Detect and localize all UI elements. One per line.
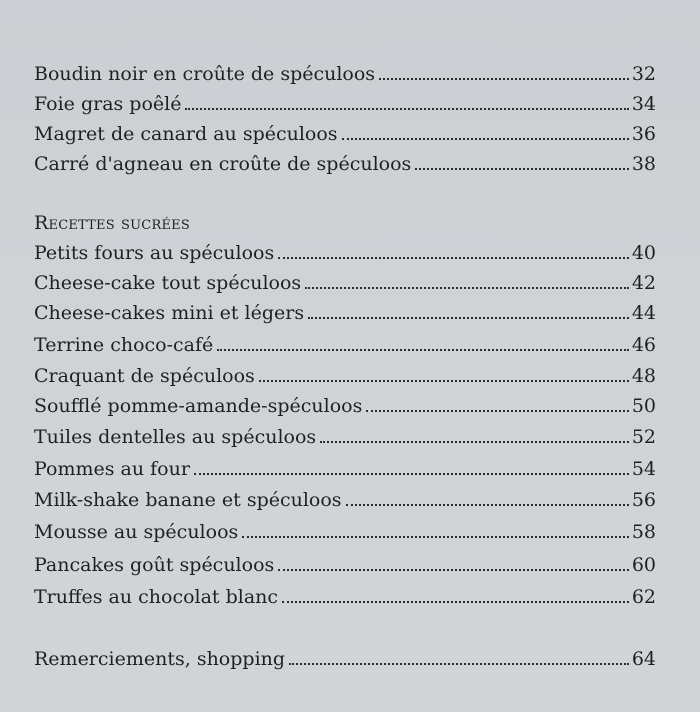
dot-leader [320,441,629,443]
toc-entry-page: 38 [631,153,656,175]
toc-entry-page: 64 [631,648,656,670]
toc-entry-page: 48 [631,365,656,387]
dot-leader [308,317,629,319]
toc-entry-title: Craquant de spéculoos [34,365,255,387]
toc-entry-title: Cheese-cake tout spéculoos [34,272,302,294]
dot-leader [366,410,628,412]
dot-leader [415,168,629,170]
section-heading: Recettes sucrées [34,212,190,234]
toc-entry-title: Pancakes goût spéculoos [34,554,275,576]
dot-leader [242,536,629,538]
toc-entry-page: 58 [631,521,656,543]
toc-entry-page: 36 [631,123,656,145]
toc-entry-title: Boudin noir en croûte de spéculoos [34,63,376,85]
toc-entry-page: 60 [631,554,656,576]
toc-entry-page: 34 [631,93,656,115]
toc-entry [34,585,656,609]
dot-leader [282,601,629,603]
toc-entry-page: 32 [631,63,656,85]
dot-leader [217,349,629,351]
toc-entry-page: 56 [631,489,656,511]
dot-leader [278,569,629,571]
toc-entry-title: Mousse au spéculoos [34,521,239,543]
dot-leader [259,380,629,382]
toc-entry-title: Cheese-cakes mini et légers [34,302,305,324]
toc-entry [34,457,656,481]
toc-entry [34,122,656,146]
toc-entry [34,553,656,577]
toc-entry [34,488,656,512]
toc-entry-title: Soufflé pomme-amande-spéculoos [34,395,363,417]
toc-entry-page: 44 [631,302,656,324]
toc-entry-page: 42 [631,272,656,294]
dot-leader [346,504,629,506]
toc-entry-page: 46 [631,334,656,356]
toc-entry [34,152,656,176]
toc-entry-title: Petits fours au spéculoos [34,242,275,264]
toc-entry-page: 62 [631,586,656,608]
toc-entry-title: Tuiles dentelles au spéculoos [34,426,317,448]
toc-entry [34,301,656,325]
toc-entry-title: Carré d'agneau en croûte de spéculoos [34,153,412,175]
dot-leader [305,287,629,289]
toc-entry-page: 40 [631,242,656,264]
toc-entry [34,647,656,671]
dot-leader [185,108,628,110]
toc-entry [34,394,656,418]
toc-entry-title: Terrine choco-café [34,334,214,356]
dot-leader [278,257,629,259]
toc-entry [34,241,656,265]
toc-entry-title: Foie gras poêlé [34,93,182,115]
toc-entry [34,333,656,357]
toc-entry-title: Magret de canard au spéculoos [34,123,338,145]
toc-entry [34,92,656,116]
dot-leader [194,473,629,475]
toc-entry [34,425,656,449]
toc-entry-page: 50 [631,395,656,417]
toc-entry [34,62,656,86]
toc-entry-title: Remerciements, shopping [34,648,286,670]
toc-entry-page: 54 [631,458,656,480]
toc-entry-title: Milk-shake banane et spéculoos [34,489,342,511]
dot-leader [289,663,629,665]
toc-entry [34,364,656,388]
toc-entry-title: Pommes au four [34,458,190,480]
dot-leader [379,78,629,80]
toc-entry [34,520,656,544]
toc-entry-page: 52 [631,426,656,448]
toc-entry-title: Truffes au chocolat blanc [34,586,279,608]
toc-entry [34,271,656,295]
dot-leader [342,138,629,140]
